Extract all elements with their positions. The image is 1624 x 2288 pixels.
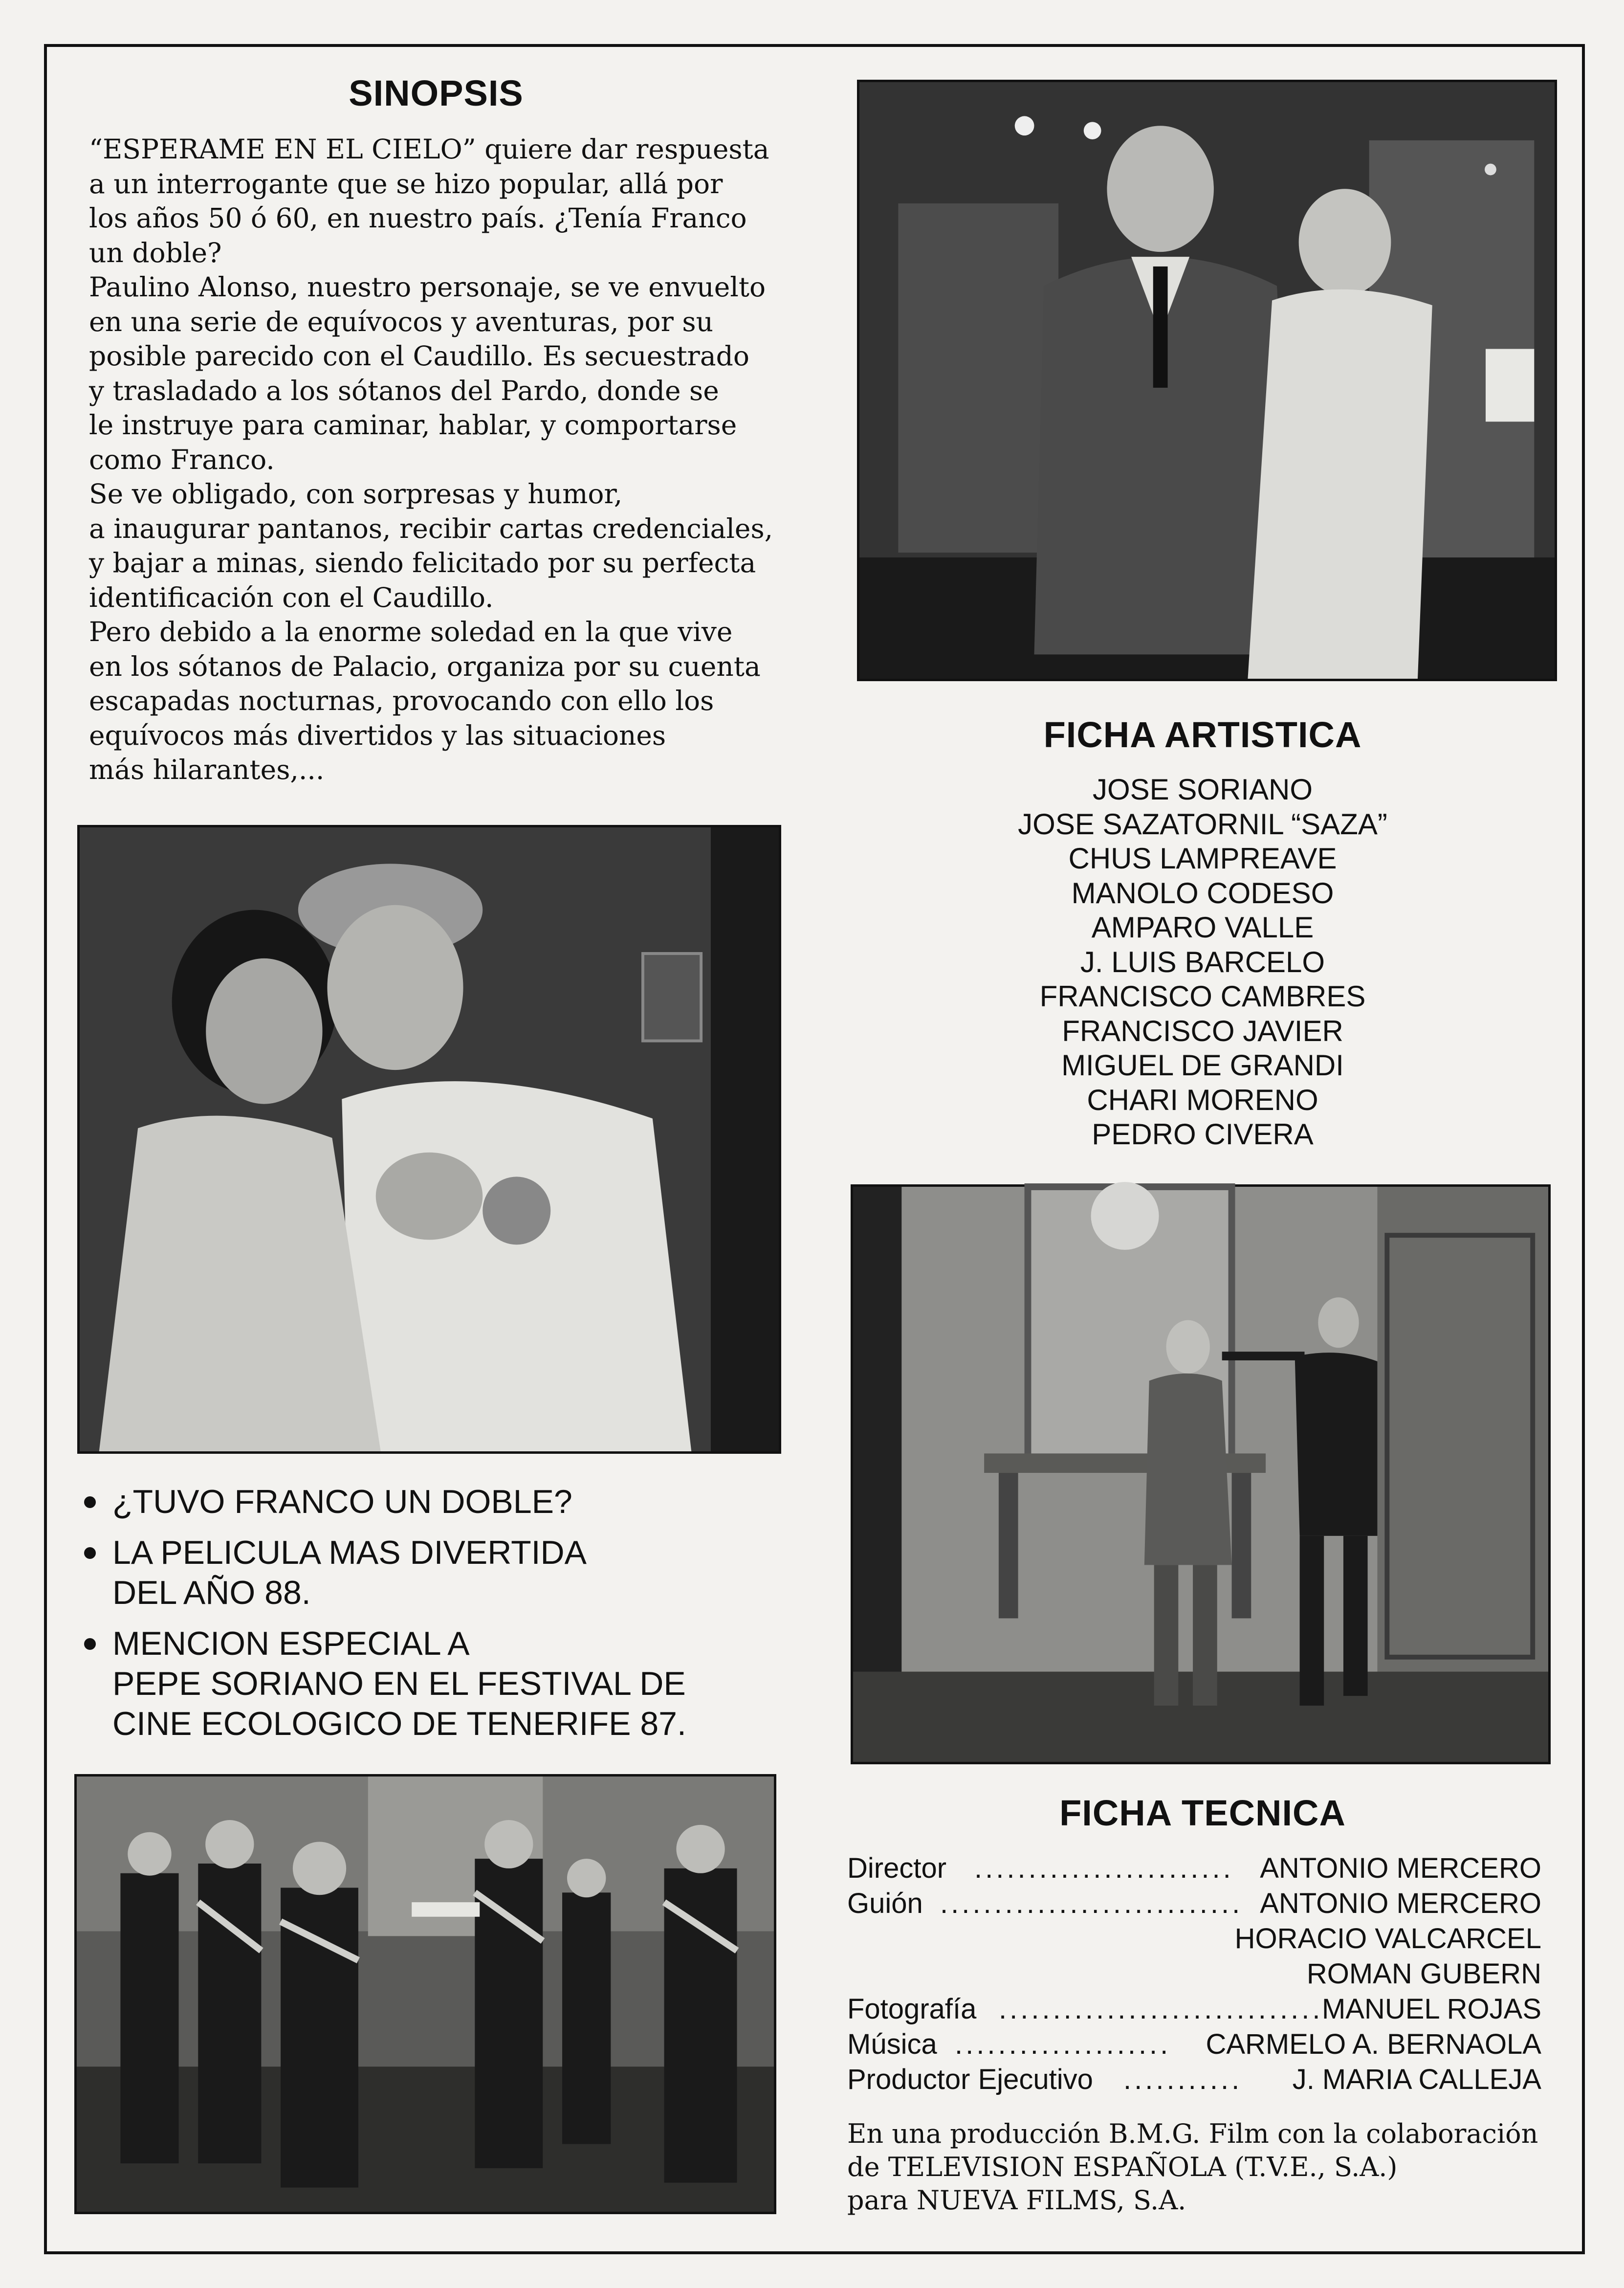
highlight-line: CINE ECOLOGICO DE TENERIFE 87. (112, 1705, 686, 1742)
synopsis-line: más hilarantes,... (89, 754, 325, 785)
crew-row (847, 1956, 1541, 1992)
cast-member: JOSE SORIANO (1092, 773, 1313, 806)
synopsis-line: posible parecido con el Caudillo. Es secuestrado (89, 340, 749, 372)
crew-name: ANTONIO MERCERO (1260, 1888, 1541, 1919)
production-credit (847, 2117, 1541, 2217)
highlight-line: PEPE SORIANO EN EL FESTIVAL DE (112, 1665, 686, 1702)
crew-title: FICHA TECNICA (1059, 1793, 1346, 1833)
crew-role: Guión (847, 1888, 923, 1919)
highlight-item (78, 1533, 812, 1613)
cast-member: FRANCISCO JAVIER (1062, 1014, 1343, 1047)
cast-title: FICHA ARTISTICA (1043, 714, 1362, 755)
cast-member: CHUS LAMPREAVE (1068, 842, 1337, 875)
crew-row (847, 1921, 1541, 1956)
crew-name: J. MARIA CALLEJA (1292, 2064, 1541, 2095)
photo-couple-interior (857, 80, 1557, 681)
synopsis-line: Se ve obligado, con sorpresas y humor, (89, 478, 623, 510)
cast-list (968, 773, 1437, 1152)
crew-role: Música (847, 2028, 937, 2060)
highlight-item (78, 1482, 812, 1522)
synopsis-line: como Franco. (89, 444, 275, 475)
crew-leader: ........... (1123, 2064, 1243, 2095)
photo-ceremony (74, 1774, 776, 2214)
synopsis-line: a inaugurar pantanos, recibir cartas credenciales, (89, 512, 773, 544)
crew-name: CARMELO A. BERNAOLA (1206, 2028, 1541, 2060)
synopsis-title: SINOPSIS (349, 73, 524, 113)
crew-role: Fotografía (847, 1993, 977, 2025)
cast-member: MANOLO CODESO (1071, 876, 1334, 910)
highlight-line: DEL AÑO 88. (112, 1574, 311, 1611)
synopsis-line: en una serie de equívocos y aventuras, por su (89, 306, 714, 337)
synopsis-line: Paulino Alonso, nuestro personaje, se ve envuelto (89, 271, 766, 303)
crew-name: MANUEL ROJAS (1321, 1993, 1541, 2025)
production-line: En una producción B.M.G. Film con la colaboración (847, 2118, 1538, 2149)
cast-member: J. LUIS BARCELO (1080, 945, 1325, 978)
synopsis-text (89, 132, 812, 787)
synopsis-line: le instruye para caminar, hablar, y comportarse (89, 409, 737, 441)
crew-leader: ........................ (974, 1852, 1234, 1884)
crew-row (847, 1851, 1541, 1886)
synopsis-line: y trasladado a los sótanos del Pardo, donde se (89, 375, 719, 406)
crew-list (847, 1851, 1541, 2097)
highlight-line: LA PELICULA MAS DIVERTIDA (112, 1534, 587, 1571)
photo-palace-hall (851, 1184, 1551, 1764)
photo-couple-embrace (77, 825, 781, 1454)
crew-name: ANTONIO MERCERO (1260, 1852, 1541, 1884)
synopsis-line: y bajar a minas, siendo felicitado por su perfecta (89, 547, 756, 578)
bullet-icon (84, 1547, 96, 1559)
production-line: para NUEVA FILMS, S.A. (847, 2185, 1186, 2216)
crew-name: HORACIO VALCARCEL (1234, 1923, 1541, 1955)
cast-member: AMPARO VALLE (1091, 911, 1314, 944)
synopsis-line: Pero debido a la enorme soledad en la que vive (89, 616, 733, 647)
synopsis-line: los años 50 ó 60, en nuestro país. ¿Tenía Franco (89, 202, 747, 234)
production-line: de TELEVISION ESPAÑOLA (T.V.E., S.A.) (847, 2152, 1398, 2182)
synopsis-line: equívocos más divertidos y las situaciones (89, 719, 666, 751)
crew-role: Productor Ejecutivo (847, 2064, 1093, 2095)
synopsis-line: un doble? (89, 237, 222, 268)
cast-member: PEDRO CIVERA (1092, 1118, 1314, 1151)
synopsis-line: a un interrogante que se hizo popular, allá por (89, 168, 723, 200)
crew-name: ROMAN GUBERN (1306, 1958, 1541, 1990)
synopsis-line: escapadas nocturnas, provocando con ello los (89, 685, 714, 716)
crew-row (847, 1886, 1541, 1921)
crew-leader: .................... (955, 2028, 1171, 2060)
synopsis-line: “ESPERAME EN EL CIELO” quiere dar respuesta (89, 133, 769, 165)
crew-leader: ............................ (940, 1888, 1243, 1919)
crew-role: Director (847, 1852, 947, 1884)
highlights-list (78, 1482, 812, 1755)
crew-leader: .............................. (999, 1993, 1323, 2025)
cast-member: FRANCISCO CAMBRES (1039, 980, 1366, 1013)
highlight-line: ¿TUVO FRANCO UN DOBLE? (112, 1483, 572, 1520)
cast-member: MIGUEL DE GRANDI (1061, 1049, 1344, 1082)
highlight-line: MENCION ESPECIAL A (112, 1625, 470, 1662)
synopsis-line: en los sótanos de Palacio, organiza por su cuenta (89, 650, 761, 682)
highlight-item (78, 1623, 812, 1744)
crew-row (847, 2062, 1541, 2097)
cast-member: JOSE SAZATORNIL “SAZA” (1018, 807, 1387, 841)
synopsis-line: identificación con el Caudillo. (89, 581, 494, 613)
bullet-icon (84, 1638, 96, 1650)
crew-row (847, 1992, 1541, 2027)
crew-row (847, 2027, 1541, 2062)
bullet-icon (84, 1496, 96, 1508)
cast-member: CHARI MORENO (1087, 1083, 1318, 1116)
